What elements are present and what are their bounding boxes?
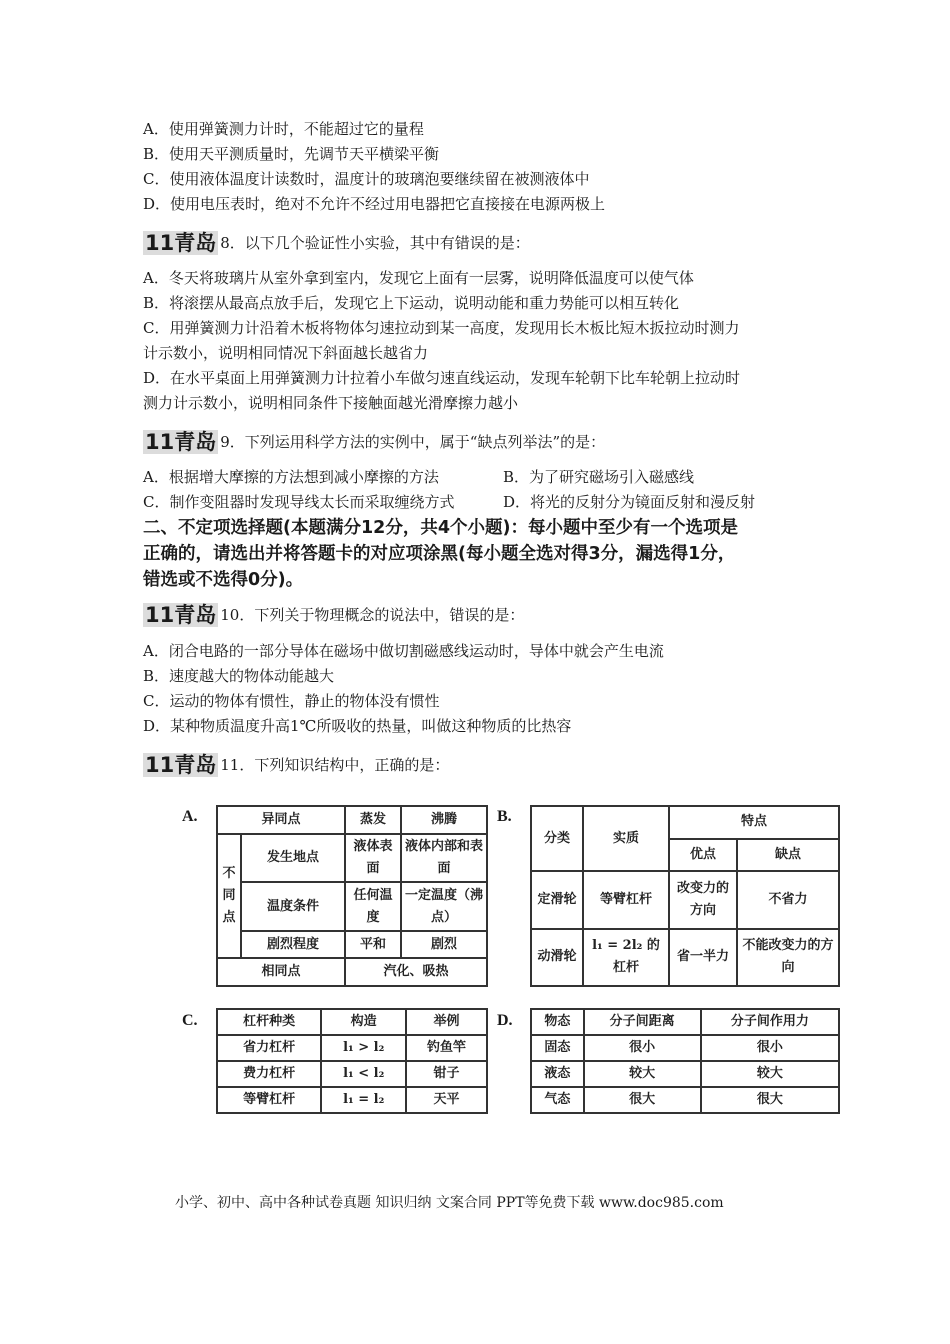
q7-option-a: A．使用弹簧测力计时，不能超过它的量程 bbox=[143, 120, 424, 138]
table-c-header-cell: 构造 bbox=[321, 1009, 406, 1035]
table-a-cell: 液体内部和表面 bbox=[401, 834, 487, 883]
q7-option-d: D．使用电压表时，绝对不允许不经过用电器把它直接接在电源两极上 bbox=[143, 195, 606, 213]
table-b-cell: 定滑轮 bbox=[531, 871, 583, 929]
table-d-header-cell: 分子间距离 bbox=[584, 1009, 701, 1035]
table-b-header-cell: 缺点 bbox=[737, 839, 839, 872]
q11-stem-line bbox=[143, 752, 449, 778]
section2-heading-line2: 正确的，请选出并将答题卡的对应项涂黑(每小题全选对得3分，漏选得1分， bbox=[143, 544, 736, 564]
q9-source-tag: 11青岛 bbox=[145, 430, 217, 454]
q7-option-c: C．使用液体温度计读数时，温度计的玻璃泡要继续留在被测液体中 bbox=[143, 170, 590, 188]
table-a-cell: 汽化、吸热 bbox=[345, 958, 487, 986]
q8-stem-line bbox=[143, 230, 530, 256]
table-a-cell: 一定温度（沸点） bbox=[401, 882, 487, 931]
table-b-header-cell: 分类 bbox=[531, 806, 583, 871]
section2-heading-line3: 错选或不选得0分)。 bbox=[143, 570, 304, 590]
table-c-cell: 钳子 bbox=[406, 1061, 487, 1087]
table-c-cell: 钓鱼竿 bbox=[406, 1035, 487, 1061]
q9-option-a: A．根据增大摩擦的方法想到减小摩擦的方法 bbox=[143, 468, 439, 486]
table-b-label: B. bbox=[497, 808, 512, 825]
table-a-cell: 温度条件 bbox=[241, 882, 345, 931]
q8-option-d: D．在水平桌面上用弹簧测力计拉着小车做匀速直线运动，发现车轮朝下比车轮朝上拉动时 bbox=[143, 369, 741, 387]
table-c-cell: 等臂杠杆 bbox=[217, 1087, 321, 1113]
q10-option-a: A．闭合电路的一部分导体在磁场中做切割磁感线运动时，导体中就会产生电流 bbox=[143, 642, 664, 660]
table-b-cell: l₁ = 2l₂ 的杠杆 bbox=[583, 929, 669, 987]
table-a-header-cell: 异同点 bbox=[217, 806, 345, 834]
table-b-cell: 改变力的方向 bbox=[669, 871, 737, 929]
table-a-header-cell: 沸腾 bbox=[401, 806, 487, 834]
q10-option-d: D．某种物质温度升高1℃所吸收的热量，叫做这种物质的比热容 bbox=[143, 717, 572, 735]
q9-options-row2 bbox=[143, 492, 843, 512]
q8-option-c-cont: 计示数小，说明相同情况下斜面越长越省力 bbox=[143, 344, 429, 362]
table-a-cell: 剧烈程度 bbox=[241, 931, 345, 959]
table-d-cell: 很小 bbox=[701, 1035, 839, 1061]
table-a-cell: 相同点 bbox=[217, 958, 345, 986]
table-c-cell: 天平 bbox=[406, 1087, 487, 1113]
table-d-cell: 较大 bbox=[584, 1061, 701, 1087]
table-b-cell: 省一半力 bbox=[669, 929, 737, 987]
table-c-label: C. bbox=[182, 1012, 198, 1029]
table-d-header-cell: 分子间作用力 bbox=[701, 1009, 839, 1035]
q8-option-c: C．用弹簧测力计沿着木板将物体匀速拉动到某一高度，发现用长木板比短木扳拉动时测力 bbox=[143, 319, 740, 337]
section2-heading-line1: 二、不定项选择题(本题满分12分，共4个小题)：每小题中至少有一个选项是 bbox=[143, 518, 739, 538]
table-a bbox=[216, 805, 488, 987]
table-b bbox=[530, 805, 840, 987]
table-d-cell: 较大 bbox=[701, 1061, 839, 1087]
q8-stem: 8．以下几个验证性小实验，其中有错误的是： bbox=[220, 234, 530, 252]
table-c bbox=[216, 1008, 488, 1114]
table-b-cell: 等臂杠杆 bbox=[583, 871, 669, 929]
q8-option-b: B．将滚摆从最高点放手后，发现它上下运动，说明动能和重力势能可以相互转化 bbox=[143, 294, 680, 312]
q11-source-tag: 11青岛 bbox=[145, 753, 217, 777]
q7-option-b: B．使用天平测质量时，先调节天平横梁平衡 bbox=[143, 145, 440, 163]
q10-stem: 10．下列关于物理概念的说法中，错误的是： bbox=[220, 606, 525, 624]
q9-option-d: D．将光的反射分为镜面反射和漫反射 bbox=[503, 493, 756, 511]
q9-stem: 9．下列运用科学方法的实例中，属于“缺点列举法”的是： bbox=[220, 433, 606, 451]
table-d-cell: 很大 bbox=[701, 1087, 839, 1113]
table-b-header-cell: 优点 bbox=[669, 839, 737, 872]
q9-option-b: B．为了研究磁场引入磁感线 bbox=[503, 468, 695, 486]
table-b-header-cell: 特点 bbox=[669, 806, 839, 839]
q9-options-row1 bbox=[143, 467, 843, 487]
table-b-cell: 动滑轮 bbox=[531, 929, 583, 987]
q10-option-c: C．运动的物体有惯性，静止的物体没有惯性 bbox=[143, 692, 440, 710]
table-c-header-cell: 举例 bbox=[406, 1009, 487, 1035]
table-b-cell: 不省力 bbox=[737, 871, 839, 929]
q9-option-c: C．制作变阻器时发现导线太长而采取缠绕方式 bbox=[143, 493, 455, 511]
q10-source-tag: 11青岛 bbox=[145, 603, 217, 627]
table-b-header-cell: 实质 bbox=[583, 806, 669, 871]
q8-source-tag: 11青岛 bbox=[145, 231, 217, 255]
table-d-cell: 气态 bbox=[531, 1087, 584, 1113]
table-a-label: A. bbox=[182, 808, 198, 825]
table-d bbox=[530, 1008, 840, 1114]
table-c-cell: l₁ > l₂ bbox=[321, 1035, 406, 1061]
table-a-header-cell: 蒸发 bbox=[345, 806, 401, 834]
table-c-cell: l₁ = l₂ bbox=[321, 1087, 406, 1113]
table-a-cell: 平和 bbox=[345, 931, 401, 959]
table-d-label: D. bbox=[497, 1012, 513, 1029]
table-a-cell: 发生地点 bbox=[241, 834, 345, 883]
table-d-cell: 固态 bbox=[531, 1035, 584, 1061]
page-footer: 小学、初中、高中各种试卷真题 知识归纳 文案合同 PPT等免费下载 www.doc985.com bbox=[175, 1195, 724, 1211]
q9-stem-line bbox=[143, 429, 605, 455]
q10-stem-line bbox=[143, 602, 524, 628]
q8-option-d-cont: 测力计示数小，说明相同条件下接触面越光滑摩擦力越小 bbox=[143, 394, 519, 412]
table-a-cell: 任何温度 bbox=[345, 882, 401, 931]
table-a-cell: 剧烈 bbox=[401, 931, 487, 959]
q8-option-a: A．冬天将玻璃片从室外拿到室内，发现它上面有一层雾，说明降低温度可以使气体 bbox=[143, 269, 694, 287]
table-b-cell: 不能改变力的方向 bbox=[737, 929, 839, 987]
table-c-cell: 费力杠杆 bbox=[217, 1061, 321, 1087]
table-c-cell: 省力杠杆 bbox=[217, 1035, 321, 1061]
table-d-cell: 很大 bbox=[584, 1087, 701, 1113]
q10-option-b: B．速度越大的物体动能越大 bbox=[143, 667, 335, 685]
table-a-diff-cell: 不同点 bbox=[217, 834, 241, 959]
q11-stem: 11．下列知识结构中，正确的是： bbox=[220, 756, 450, 774]
table-c-cell: l₁ < l₂ bbox=[321, 1061, 406, 1087]
table-a-cell: 液体表面 bbox=[345, 834, 401, 883]
table-d-header-cell: 物态 bbox=[531, 1009, 584, 1035]
table-d-cell: 液态 bbox=[531, 1061, 584, 1087]
table-d-cell: 很小 bbox=[584, 1035, 701, 1061]
table-c-header-cell: 杠杆种类 bbox=[217, 1009, 321, 1035]
